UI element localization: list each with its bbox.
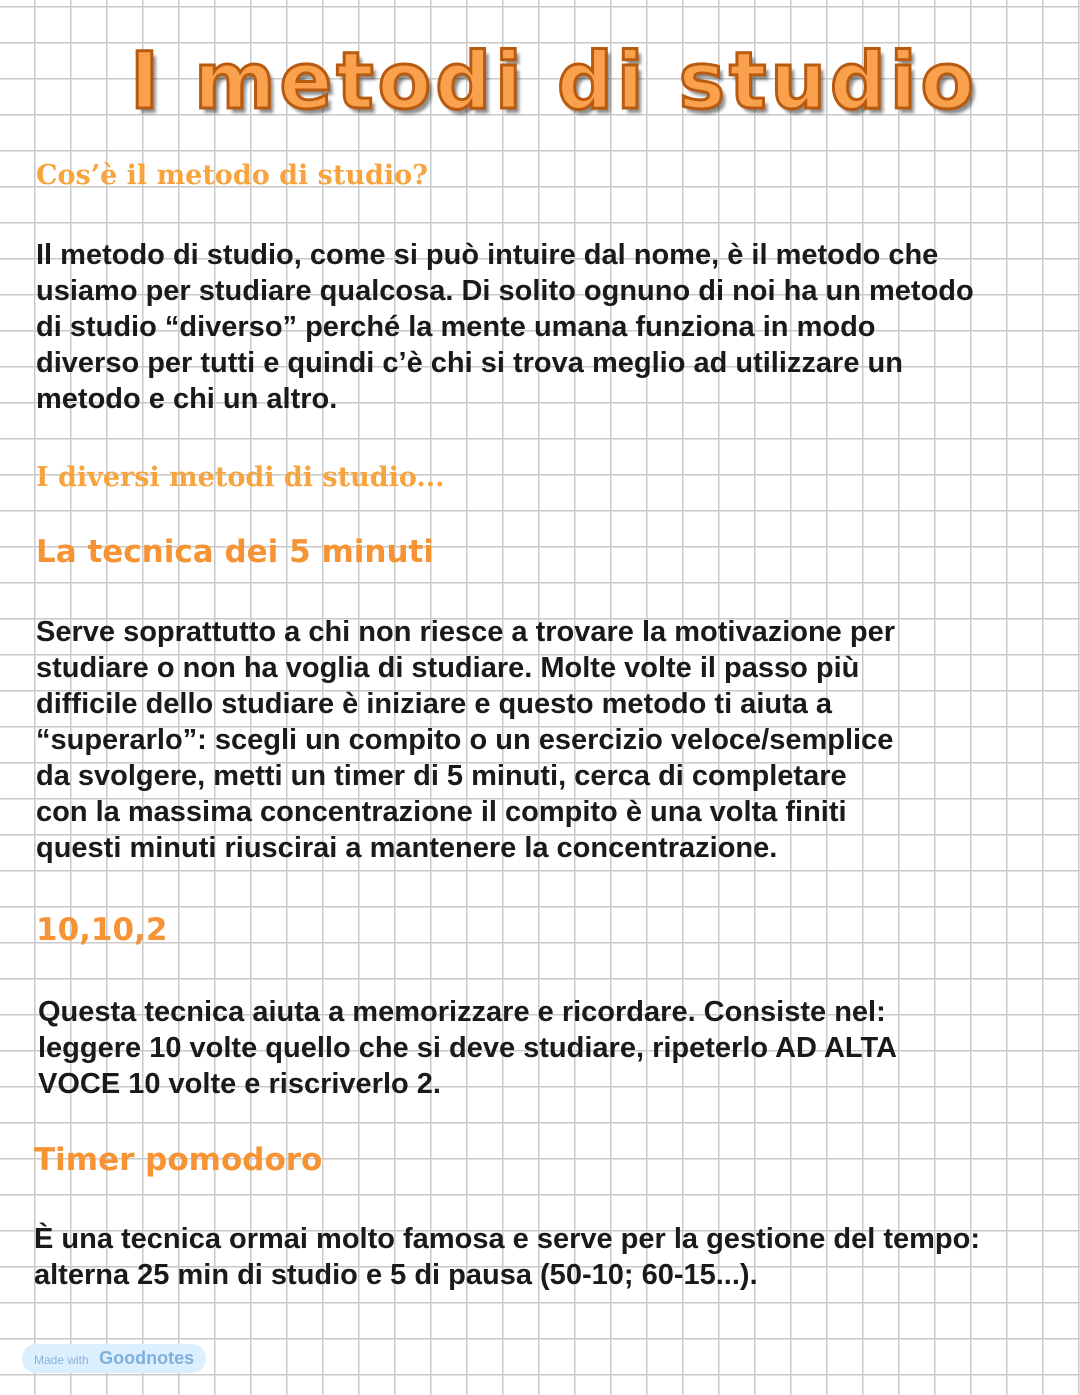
paragraph-line: usiamo per studiare qualcosa. Di solito ognuno di noi ha un metodo — [36, 275, 974, 307]
paragraph-what-is — [36, 237, 1066, 417]
paragraph-line: “superarlo”: scegli un compito o un esercizio veloce/semplice — [36, 724, 894, 756]
paragraph-line: È una tecnica ormai molto famosa e serve per la gestione del tempo: — [34, 1223, 981, 1255]
paragraph-line: difficile dello studiare è iniziare e questo metodo ti aiuta a — [36, 688, 833, 720]
paragraph-line: Il metodo di studio, come si può intuire dal nome, è il metodo che — [36, 239, 939, 271]
paragraph-line: Serve soprattutto a chi non riesce a trovare la motivazione per — [36, 616, 895, 648]
watermark-brand: Goodnotes — [99, 1348, 195, 1368]
heading-ten-ten-two: 10,10,2 — [36, 912, 168, 948]
paragraph-five-minutes — [36, 614, 1066, 866]
paragraph-line: VOCE 10 volte e riscriverlo 2. — [38, 1068, 441, 1100]
paragraph-line: metodo e chi un altro. — [36, 383, 338, 415]
paragraph-line: con la massima concentrazione il compito è una volta finiti — [36, 796, 847, 828]
heading-pomodoro: Timer pomodoro — [34, 1142, 323, 1178]
paragraph-line: da svolgere, metti un timer di 5 minuti, cerca di completare — [36, 760, 847, 792]
watermark-prefix: Made with — [34, 1353, 89, 1367]
page-title: I metodi di studio — [130, 37, 979, 127]
paragraph-pomodoro — [34, 1221, 1064, 1293]
paragraph-line: diverso per tutti e quindi c’è chi si trova meglio ad utilizzare un — [36, 347, 903, 379]
goodnotes-watermark — [22, 1344, 206, 1373]
paragraph-line: questi minuti riuscirai a mantenere la concentrazione. — [36, 832, 778, 864]
paragraph-line: leggere 10 volte quello che si deve studiare, ripeterlo AD ALTA — [38, 1032, 897, 1064]
heading-methods: I diversi metodi di studio... — [36, 462, 445, 493]
paragraph-line: Questa tecnica aiuta a memorizzare e ricordare. Consiste nel: — [38, 996, 886, 1028]
paragraph-line: alterna 25 min di studio e 5 di pausa (50-10; 60-15...). — [34, 1259, 758, 1291]
heading-what-is: Cos’è il metodo di studio? — [36, 160, 428, 191]
paragraph-line: studiare o non ha voglia di studiare. Molte volte il passo più — [36, 652, 860, 684]
paragraph-ten-ten-two — [38, 994, 1068, 1102]
paragraph-line: di studio “diverso” perché la mente umana funziona in modo — [36, 311, 876, 343]
heading-five-minutes: La tecnica dei 5 minuti — [36, 534, 434, 570]
